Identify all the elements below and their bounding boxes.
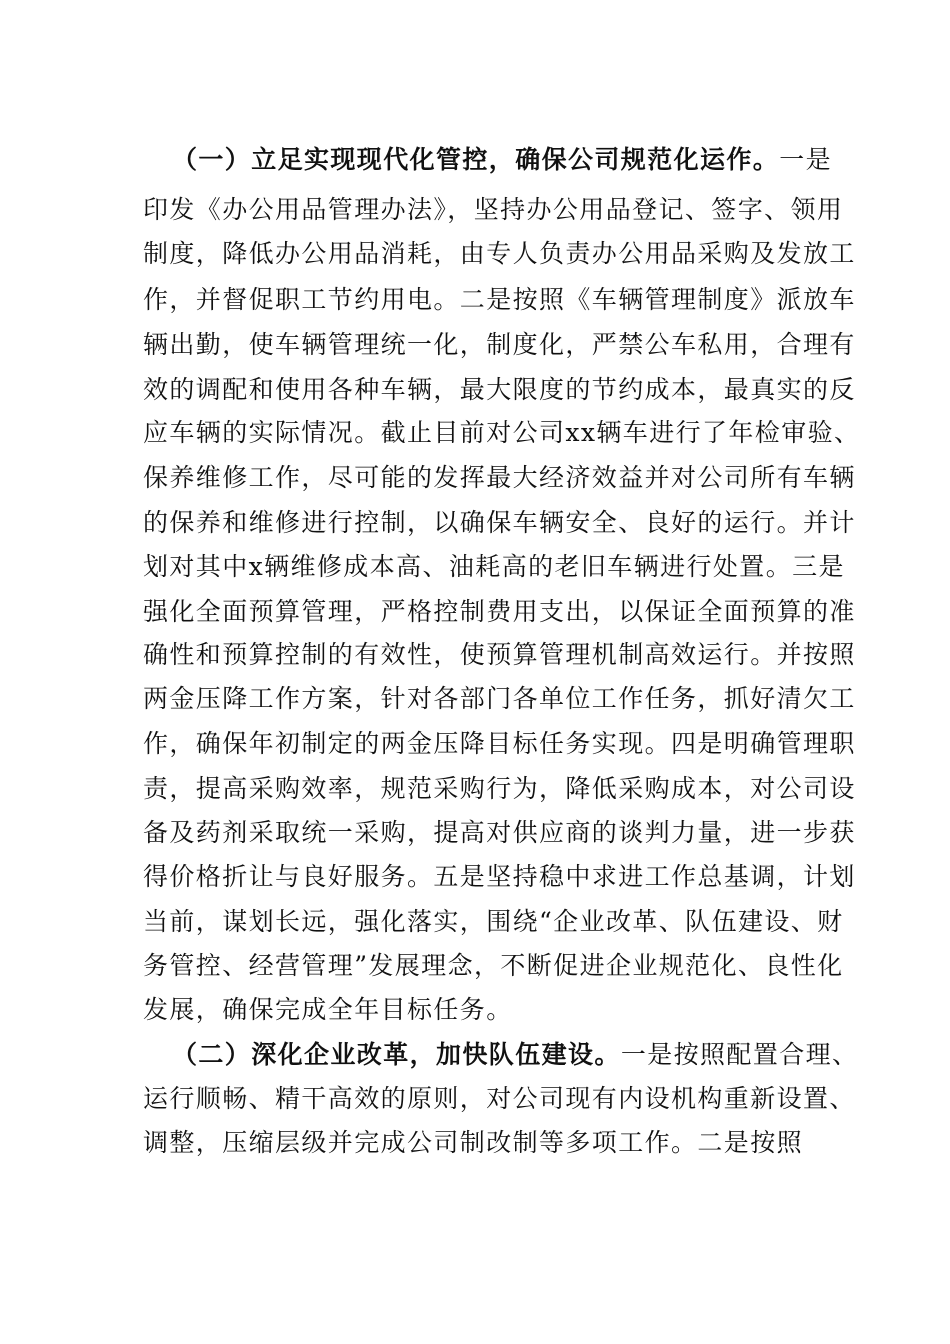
section1-heading: （一）立足实现现代化管控，确保公司规范化运作。 xyxy=(172,145,780,174)
paragraph-line: 发展，确保完成全年目标任务。 xyxy=(143,995,513,1024)
section1-first-line xyxy=(172,142,852,178)
paragraph-line: 得价格折让与良好服务。五是坚持稳中求进工作总基调，计划 xyxy=(143,862,856,891)
paragraph-text: 一是按照配置合理、 xyxy=(620,1040,859,1069)
paragraph-line: 当前，谋划长远，强化落实，围绕“企业改革、队伍建设、财 xyxy=(143,907,844,936)
paragraph-line: 两金压降工作方案，针对各部门各单位工作任务，抓好清欠工 xyxy=(143,684,856,713)
paragraph-line: 的保养和维修进行控制，以确保车辆安全、良好的运行。并计 xyxy=(143,508,856,537)
paragraph-line: 应车辆的实际情况。截止目前对公司xx辆车进行了年检审验、 xyxy=(143,418,861,447)
paragraph-line: 运行顺畅、精干高效的原则，对公司现有内设机构重新设置、 xyxy=(143,1084,856,1113)
paragraph-line: 务管控、经营管理”发展理念，不断促进企业规范化、良性化 xyxy=(143,951,844,980)
paragraph-line: 效的调配和使用各种车辆，最大限度的节约成本，最真实的反 xyxy=(143,375,856,404)
section2-first-line xyxy=(172,1037,859,1073)
paragraph-line: 强化全面预算管理，严格控制费用支出，以保证全面预算的准 xyxy=(143,597,856,626)
paragraph-line: 划对其中x辆维修成本高、油耗高的老旧车辆进行处置。三是 xyxy=(143,552,845,581)
paragraph-line: 调整，压缩层级并完成公司制改制等多项工作。二是按照 xyxy=(143,1128,804,1157)
paragraph-line: 辆出勤，使车辆管理统一化，制度化，严禁公车私用，合理有 xyxy=(143,330,856,359)
paragraph-text: 一是 xyxy=(779,145,833,174)
paragraph-line: 确性和预算控制的有效性，使预算管理机制高效运行。并按照 xyxy=(143,640,856,669)
paragraph-line: 作，并督促职工节约用电。二是按照《车辆管理制度》派放车 xyxy=(143,285,856,314)
paragraph-line: 印发《办公用品管理办法》，坚持办公用品登记、签字、领用 xyxy=(143,195,844,224)
section2-heading: （二）深化企业改革，加快队伍建设。 xyxy=(172,1040,621,1069)
paragraph-line: 备及药剂采取统一采购，提高对供应商的谈判力量，进一步获 xyxy=(143,818,856,847)
paragraph-line: 作，确保年初制定的两金压降目标任务实现。四是明确管理职 xyxy=(143,729,856,758)
paragraph-line: 制度，降低办公用品消耗，由专人负责办公用品采购及发放工 xyxy=(143,239,856,268)
paragraph-line: 保养维修工作，尽可能的发挥最大经济效益并对公司所有车辆 xyxy=(143,463,856,492)
paragraph-line: 责，提高采购效率，规范采购行为，降低采购成本，对公司设 xyxy=(143,774,856,803)
